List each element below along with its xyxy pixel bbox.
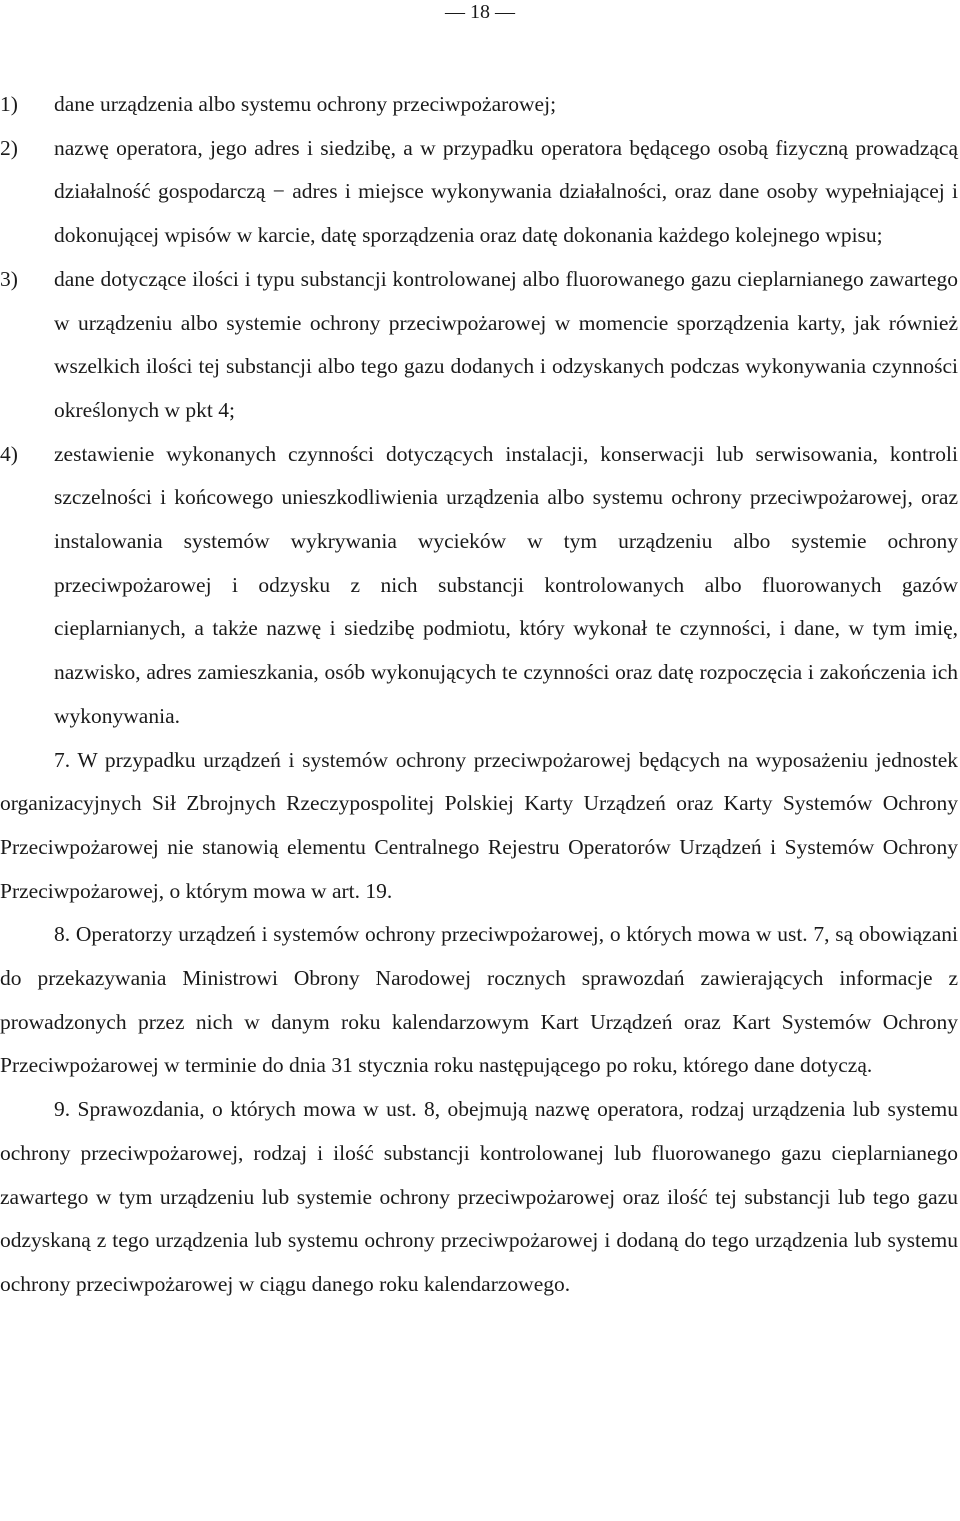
list-item-number: 4) [0,441,18,466]
paragraph-8: 8. Operatorzy urządzeń i systemów ochrony przeciwpożarowej, o których mowa w ust. 7, są obowiązani do przekazywania Ministrowi Obrony Narodowej rocznych sprawozdań zawierających informacje z prowadzonych przez nich w danym roku kalendarzowym Kart Urządzeń oraz Kart Systemów Ochrony Przeciwpożarowej w terminie do dnia 31 stycznia roku następującego po roku, którego dane dotyczą. [0,922,958,1078]
list-item-3 [0,258,958,433]
list-item-text: dane urządzenia albo systemu ochrony przeciwpożarowej; [54,92,557,116]
paragraph-9: 9. Sprawozdania, o których mowa w ust. 8, obejmują nazwę operatora, rodzaj urządzenia lub systemu ochrony przeciwpożarowej, rodzaj i ilość substancji kontrolowanej lub fluorowanego gazu cieplarnianego zawartego w tym urządzeniu lub systemie ochrony przeciwpożarowej oraz ilość tej substancji lub tego gazu odzyskaną z tego urządzenia lub systemu ochrony przeciwpożarowej i dodaną do tego urządzenia lub systemu ochrony przeciwpożarowej w ciągu danego roku kalendarzowego. [0,1097,958,1296]
list-item-4 [0,433,958,739]
list-item-text: nazwę operatora, jego adres i siedzibę, a w przypadku operatora będącego osobą fizyczną prowadzącą działalność gospodarczą − adres i miejsce wykonywania działalności, oraz dane osoby wypełniającej i dokonującej wpisów w karcie, datę sporządzenia oraz datę dokonania każdego kolejnego wpisu; [54,135,958,248]
paragraph-7: 7. W przypadku urządzeń i systemów ochrony przeciwpożarowej będących na wyposażeniu jednostek organizacyjnych Sił Zbrojnych Rzeczypospolitej Polskiej Karty Urządzeń oraz Karty Systemów Ochrony Przeciwpożarowej nie stanowią elementu Centralnego Rejestru Operatorów Urządzeń i Systemów Ochrony Przeciwpożarowej, o którym mowa w art. 19. [0,747,958,903]
list-item-text: dane dotyczące ilości i typu substancji kontrolowanej albo fluorowanego gazu cieplarnianego zawartego w urządzeniu albo systemie ochrony przeciwpożarowej w momencie sporządzenia karty, jak również wszelkich ilości tej substancji albo tego gazu dodanych i odzyskanych podczas wykonywania czynności określonych w pkt 4; [54,266,958,422]
list-item-text: zestawienie wykonanych czynności dotyczących instalacji, konserwacji lub serwisowania, kontroli szczelności i końcowego unieszkodliwienia urządzenia albo systemu ochrony przeciwpożarowej, oraz instalowania systemów wykrywania wycieków w tym urządzeniu albo systemie ochrony przeciwpożarowej i odzysku z nich substancji kontrolowanych albo fluorowanych gazów cieplarnianych, a także nazwę i siedzibę podmiotu, który wykonał te czynności, i dane, w tym imię, nazwisko, adres zamieszkania, osób wykonujących te czynności oraz datę rozpoczęcia i zakończenia ich wykonywania. [54,441,958,728]
list-item-number: 1) [0,92,18,116]
list-item-number: 2) [0,135,18,160]
list-item-1 [0,83,958,127]
list-item-2 [0,127,958,258]
document-body [0,83,958,1307]
list-item-number: 3) [0,266,18,291]
page-number: — 18 — [445,1,515,23]
